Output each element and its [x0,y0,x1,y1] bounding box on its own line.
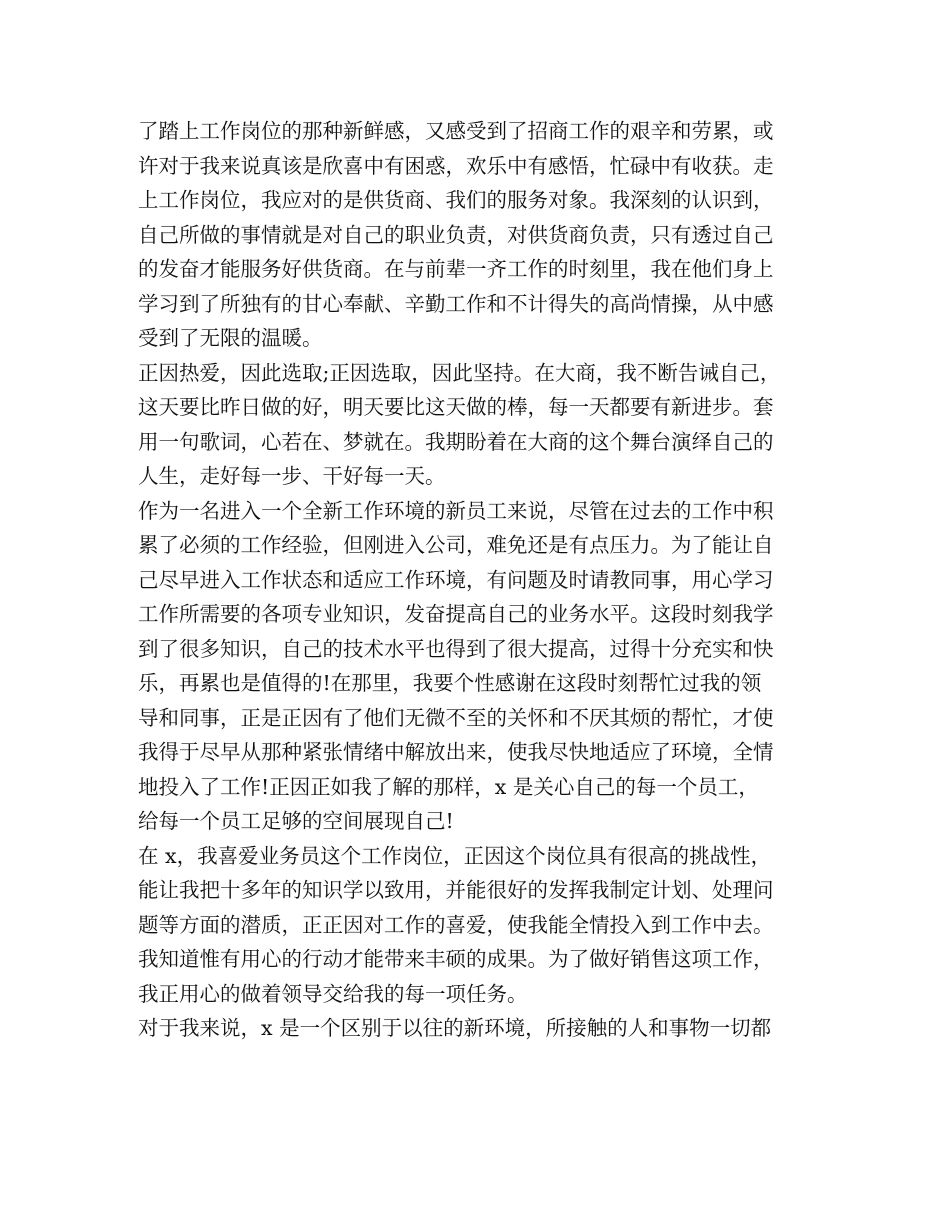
text-line: 我知道惟有用心的行动才能带来丰硕的成果。为了做好销售这项工作， [138,947,774,971]
document-body [138,114,818,1046]
text-line: 工作所需要的各项专业知识，发奋提高自己的业务水平。这段时刻我学 [138,602,774,626]
text-line: 导和同事，正是正因有了他们无微不至的关怀和不厌其烦的帮忙，才使 [138,705,774,730]
text-line: 这天要比昨日做的好，明天要比这天做的棒，每一天都要有新进步。套 [138,395,774,419]
text-line: 许对于我来说真该是欣喜中有困惑，欢乐中有感悟，忙碌中有收获。走 [138,153,774,178]
text-line: 作为一名进入一个全新工作环境的新员工来说，尽管在过去的工作中积 [138,498,774,523]
text-line: 对于我来说，x 是一个区别于以往的新环境，所接触的人和事物一切都 [138,1016,772,1040]
text-line: 的发奋才能服务好供货商。在与前辈一齐工作的时刻里，我在他们身上 [138,257,774,281]
text-line: 了踏上工作岗位的那种新鲜感，又感受到了招商工作的艰辛和劳累，或 [138,119,774,143]
text-line: 地投入了工作!正因正如我了解的那样，x 是关心自己的每一个员工， [138,774,759,799]
text-line: 到了很多知识，自己的技术水平也得到了很大提高，过得十分充实和快 [138,636,774,661]
text-line: 累了必须的工作经验，但刚进入公司，难免还是有点压力。为了能让自 [138,533,774,557]
text-line: 乐，再累也是值得的!在那里，我要个性感谢在这段时刻帮忙过我的领 [138,671,762,695]
text-line: 我正用心的做着领导交给我的每一项任务。 [138,981,528,1006]
text-line: 自己所做的事情就是对自己的职业负责，对供货商负责，只有透过自己 [138,222,774,247]
text-line: 受到了无限的温暖。 [138,326,323,350]
text-line: 正因热爱，因此选取;正因选取，因此坚持。在大商，我不断告诫自己， [138,360,781,385]
text-line: 上工作岗位，我应对的是供货商、我们的服务对象。我深刻的认识到， [138,188,774,212]
text-line: 题等方面的潜质，正正因对工作的喜爱，使我能全情投入到工作中去。 [138,912,774,937]
text-line: 能让我把十多年的知识学以致用，并能很好的发挥我制定计划、处理问 [138,878,774,902]
text-line: 用一句歌词，心若在、梦就在。我期盼着在大商的这个舞台演绎自己的 [138,429,774,454]
text-line: 己尽早进入工作状态和适应工作环境，有问题及时请教同事，用心学习 [138,567,774,592]
text-line: 我得于尽早从那种紧张情绪中解放出来，使我尽快地适应了环境，全情 [138,740,774,764]
text-line: 人生，走好每一步、干好每一天。 [138,464,446,488]
text-line: 在 x，我喜爱业务员这个工作岗位，正因这个岗位具有很高的挑战性， [138,843,772,868]
text-line: 学习到了所独有的甘心奉献、辛勤工作和不计得失的高尚情操，从中感 [138,291,774,316]
text-line: 给每一个员工足够的空间展现自己! [138,809,454,833]
